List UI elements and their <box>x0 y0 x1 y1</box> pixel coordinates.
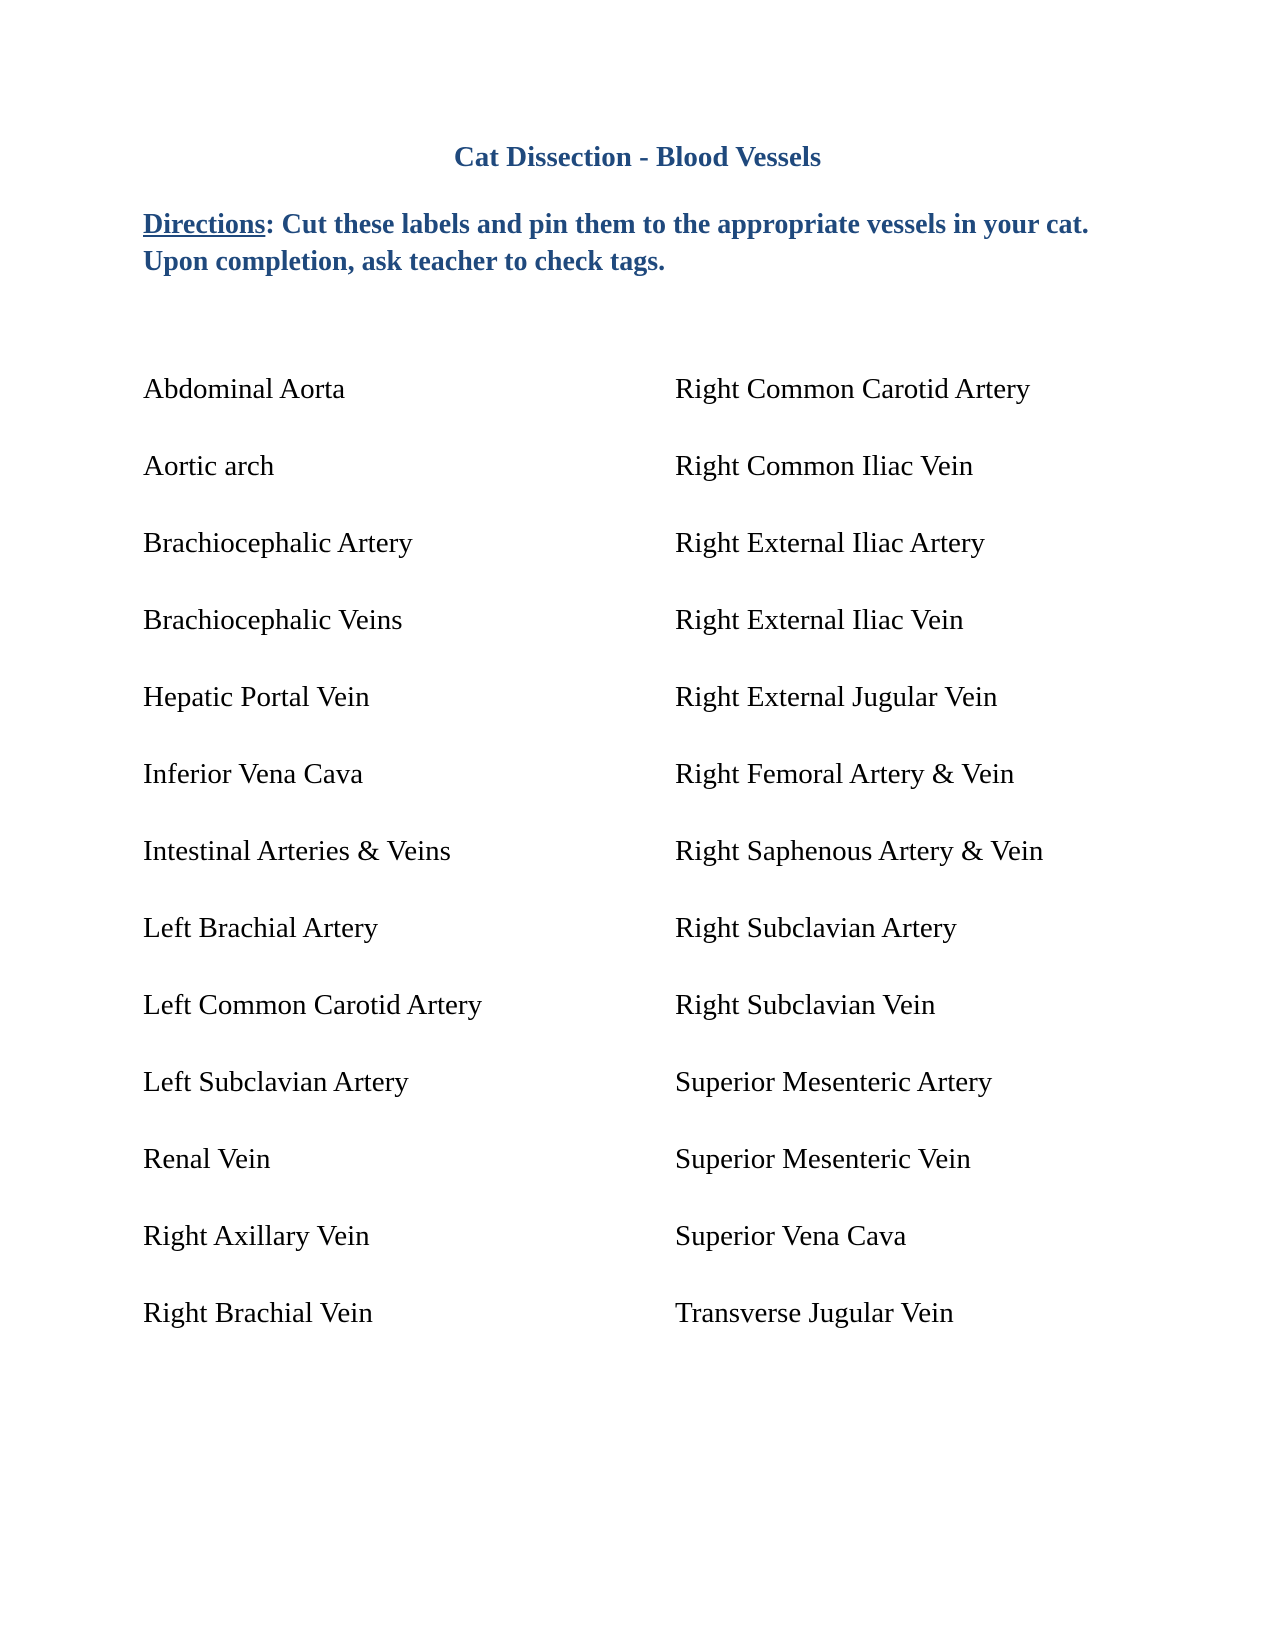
vessel-label: Right Common Carotid Artery <box>675 373 1031 405</box>
vessel-label: Renal Vein <box>143 1143 271 1175</box>
vessel-label: Superior Mesenteric Artery <box>675 1066 993 1098</box>
vessel-label: Right Femoral Artery & Vein <box>675 758 1015 790</box>
vessel-label: Left Brachial Artery <box>143 912 379 944</box>
directions-paragraph <box>143 206 1093 280</box>
directions-text: : Cut these labels and pin them to the appropriate vessels in your cat. Upon completion, ask teacher to check tags. <box>143 209 1089 277</box>
vessel-label: Right Common Iliac Vein <box>675 450 974 482</box>
vessel-label: Left Subclavian Artery <box>143 1066 409 1098</box>
vessel-label: Right External Jugular Vein <box>675 681 998 713</box>
page-title: Cat Dissection - Blood Vessels <box>453 141 822 173</box>
vessel-label: Right External Iliac Vein <box>675 604 964 636</box>
vessel-label: Right Subclavian Vein <box>675 989 936 1021</box>
vessel-label: Right Brachial Vein <box>143 1297 373 1329</box>
vessel-label: Transverse Jugular Vein <box>675 1297 954 1329</box>
vessel-list-right <box>675 372 1235 1373</box>
directions-label: Directions <box>143 209 266 240</box>
vessel-label: Right Saphenous Artery & Vein <box>675 835 1044 867</box>
vessel-label: Intestinal Arteries & Veins <box>143 835 451 867</box>
vessel-label: Aortic arch <box>143 450 275 482</box>
vessel-label: Right Axillary Vein <box>143 1220 370 1252</box>
vessel-list-left <box>143 372 663 1373</box>
vessel-label: Inferior Vena Cava <box>143 758 364 790</box>
vessel-label: Brachiocephalic Artery <box>143 527 413 559</box>
vessel-label: Right Subclavian Artery <box>675 912 957 944</box>
vessel-label: Superior Vena Cava <box>675 1220 907 1252</box>
vessel-label: Brachiocephalic Veins <box>143 604 403 636</box>
vessel-label: Superior Mesenteric Vein <box>675 1143 971 1175</box>
vessel-label: Hepatic Portal Vein <box>143 681 370 713</box>
vessel-label: Right External Iliac Artery <box>675 527 986 559</box>
vessel-label: Left Common Carotid Artery <box>143 989 483 1021</box>
vessel-label: Abdominal Aorta <box>143 373 346 405</box>
